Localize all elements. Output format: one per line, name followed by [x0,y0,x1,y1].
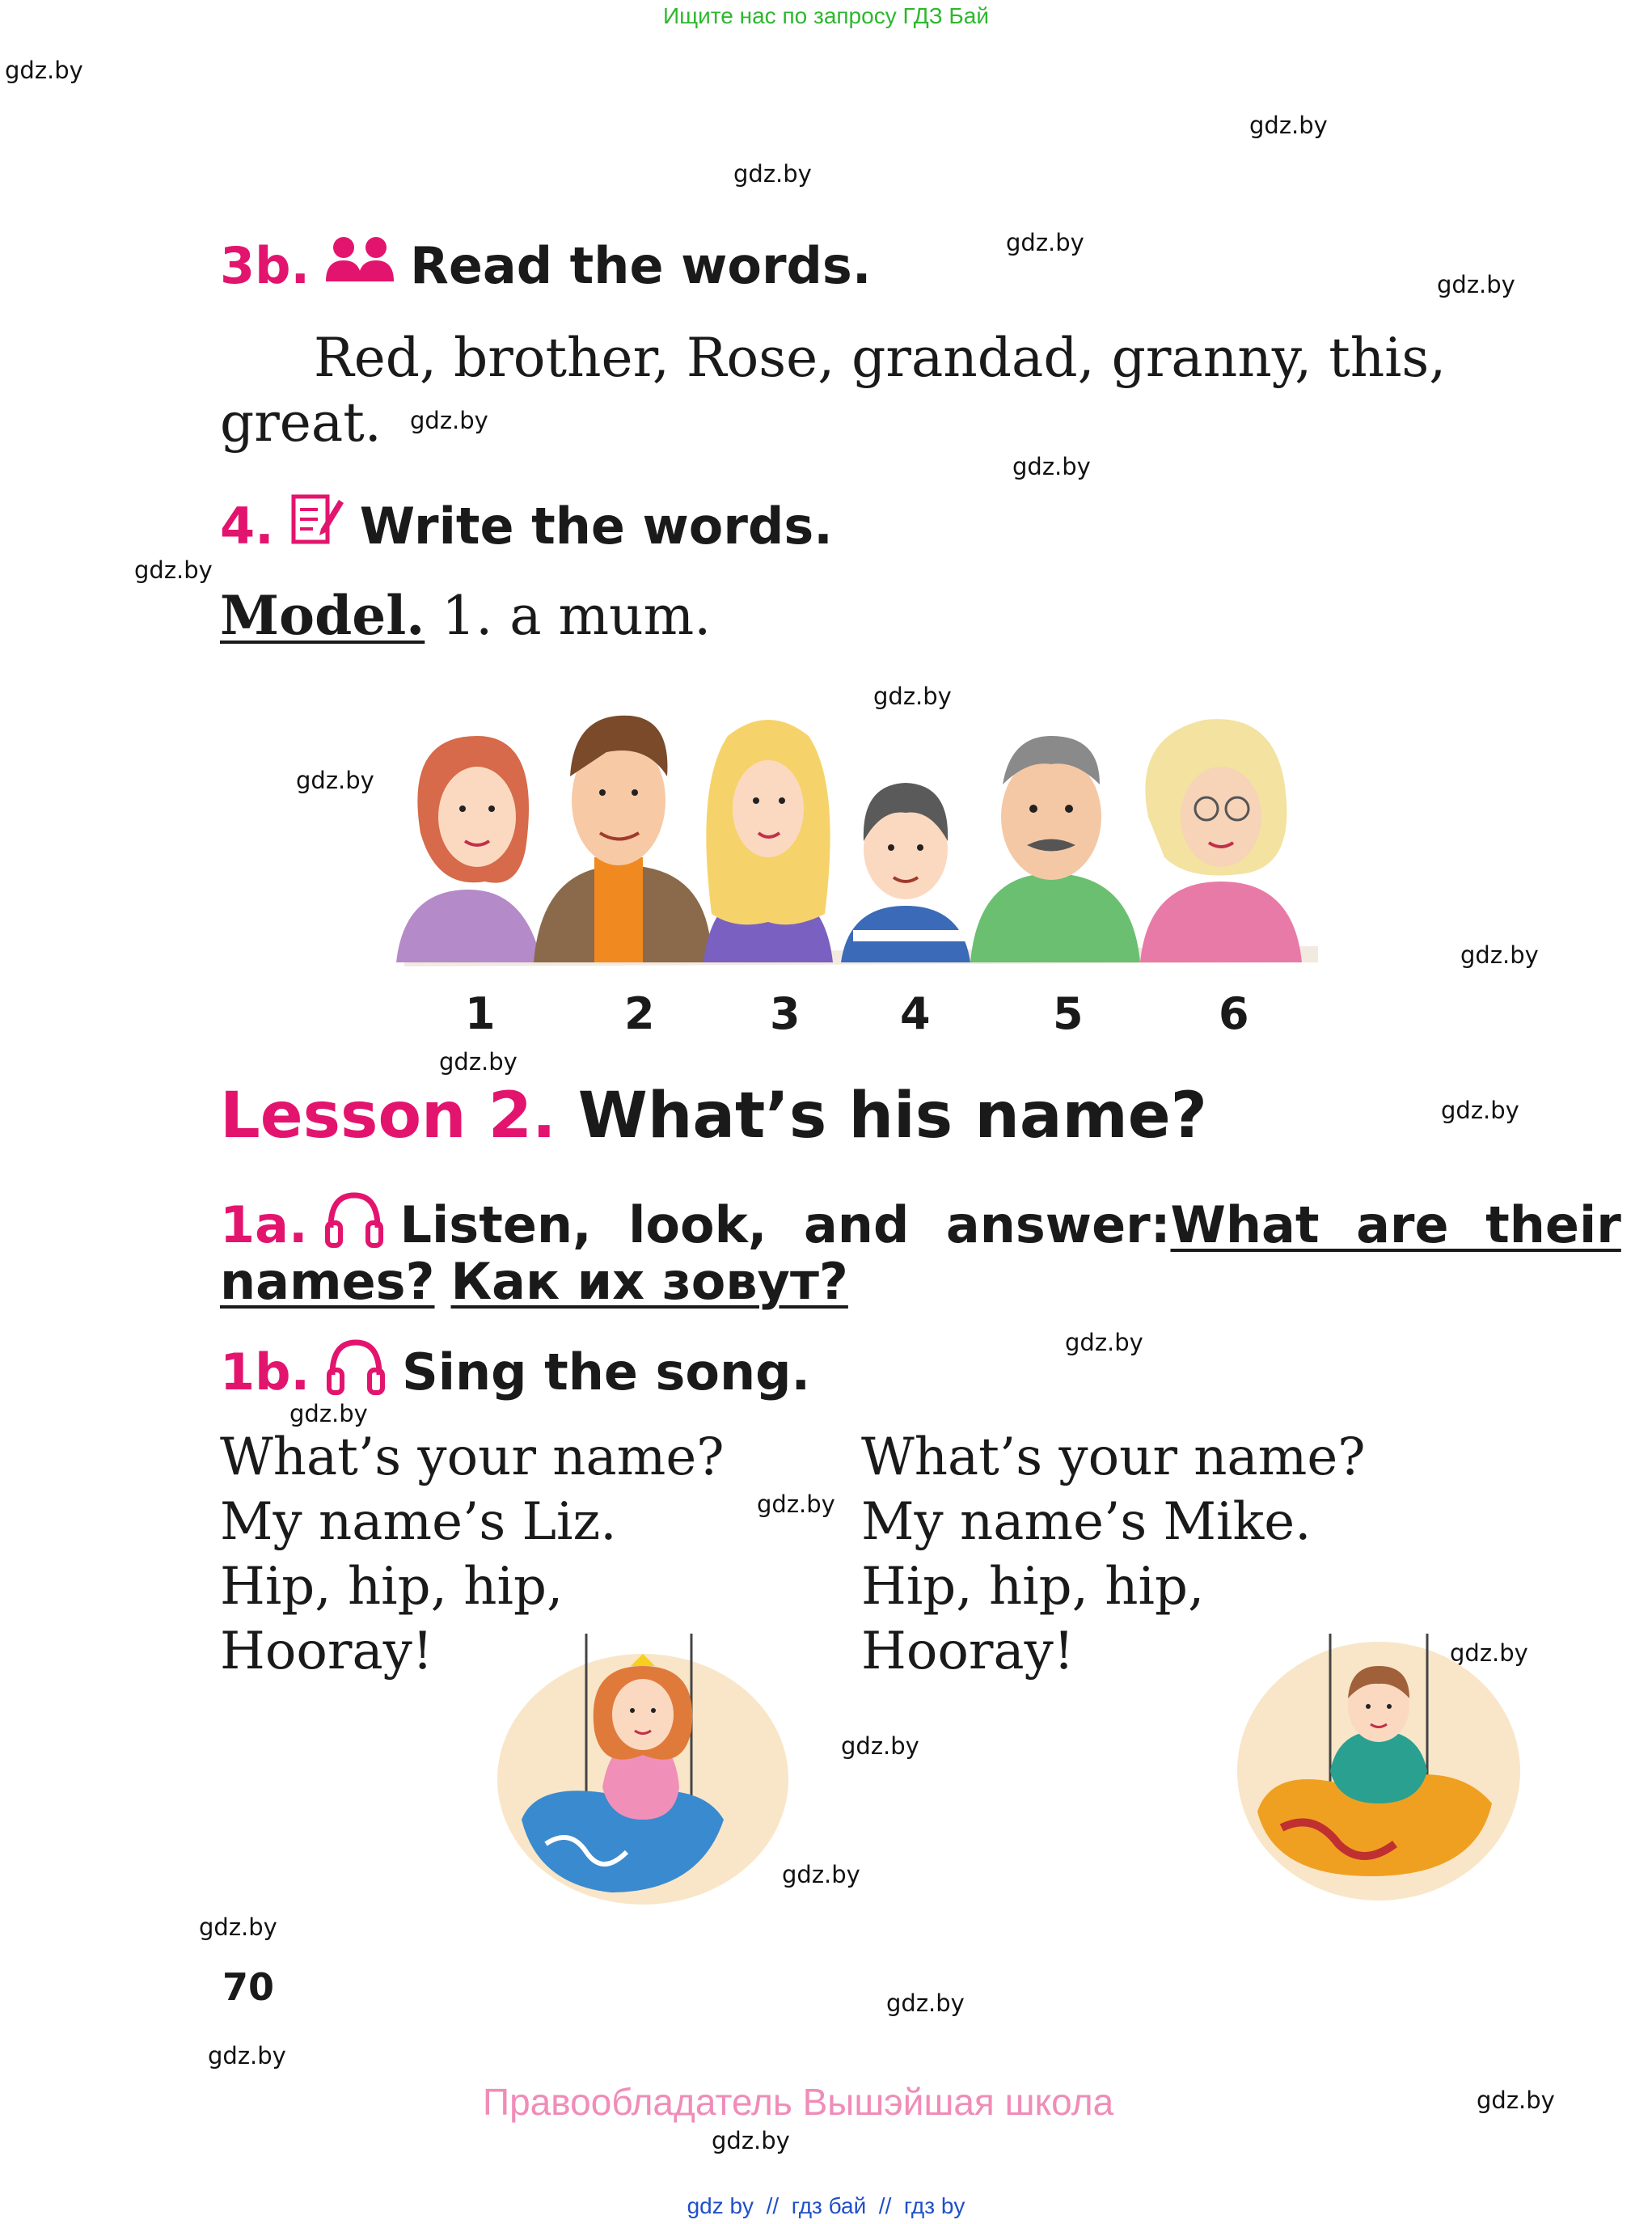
song-line: Hooray! [220,1621,433,1681]
exercise-number: 3b. [220,236,311,295]
lesson-heading [220,1080,1207,1152]
watermark: gdz.by [5,57,83,84]
watermark: gdz.by [1437,271,1515,298]
pair-work-icon [324,235,395,297]
watermark: gdz.by [1450,1639,1528,1667]
watermark: gdz.by [841,1732,919,1760]
watermark: gdz.by [1441,1097,1519,1124]
watermark: gdz.by [712,2127,790,2154]
exercise-question: What are their [1170,1195,1621,1254]
exercise-instruction: Listen, look, and answer: [399,1195,1171,1254]
exercise-3b-heading [220,235,871,297]
exercise-title: Sing the song. [402,1342,811,1402]
model-line [220,584,711,647]
watermark: gdz.by [873,683,952,710]
watermark: gdz.by [289,1400,368,1427]
lesson-label: Lesson 2. [220,1080,556,1152]
word-list-line: Red, brother, Rose, grandad, granny, this, [314,327,1447,389]
model-text: 1. a mum. [442,585,712,647]
watermark: gdz.by [757,1490,835,1518]
watermark: gdz.by [296,767,374,794]
family-illustration [388,687,1326,970]
watermark: gdz.by [1012,453,1091,480]
song-line: Hip, hip, hip, [861,1557,1205,1617]
exercise-number: 4. [220,497,274,556]
watermark: gdz.by [1065,1329,1143,1356]
picture-number: 4 [900,988,931,1039]
watermark: gdz.by [199,1913,277,1941]
girl-on-swing-illustration [489,1634,796,1909]
exercise-title: Write the words. [359,497,833,556]
picture-number: 2 [624,988,655,1039]
boy-on-swing-illustration [1233,1634,1524,1909]
exercise-4-heading [220,492,833,560]
song-line: My name’s Mike. [861,1492,1312,1552]
watermark: gdz.by [134,556,213,584]
write-notebook-icon [289,492,345,560]
exercise-1a-question-line2 [220,1252,848,1311]
song-line: What’s your name? [861,1427,1366,1487]
page-number: 70 [222,1965,275,2009]
song-line: Hooray! [861,1621,1075,1681]
watermark: gdz.by [1006,229,1084,256]
picture-number: 3 [770,988,801,1039]
song-line: My name’s Liz. [220,1492,617,1552]
exercise-number: 1a. [220,1195,308,1254]
song-line: Hip, hip, hip, [220,1557,564,1617]
watermark: gdz.by [1460,941,1539,969]
watermark: gdz.by [208,2042,286,2070]
picture-number: 1 [465,988,496,1039]
exercise-question-en: names? [220,1252,435,1311]
watermark: gdz.by [439,1048,518,1076]
word-list-line: great. [220,391,382,454]
watermark: gdz.by [410,407,488,434]
watermark: gdz.by [1249,112,1328,139]
watermark: gdz.by [733,160,812,188]
picture-number: 6 [1219,988,1249,1039]
model-label: Model. [220,584,425,647]
exercise-1b-heading [220,1334,810,1410]
watermark: gdz.by [886,1989,965,2017]
exercise-title: Read the words. [410,236,872,295]
top-banner[interactable]: Ищите нас по запросу ГДЗ Бай [662,3,990,28]
lesson-title: What’s his name? [577,1080,1207,1152]
song-line: What’s your name? [220,1427,725,1487]
picture-number: 5 [1053,988,1084,1039]
watermark: gdz.by [1477,2087,1555,2114]
headphones-icon [324,1334,387,1410]
footer-links[interactable]: gdz by // гдз бай // гдз by [687,2193,965,2218]
watermark: gdz.by [782,1861,860,1888]
exercise-question-ru: Как их зовут? [450,1252,848,1311]
copyright-holder: Правообладатель Вышэйшая школа [483,2081,1114,2123]
exercise-number: 1b. [220,1342,311,1402]
